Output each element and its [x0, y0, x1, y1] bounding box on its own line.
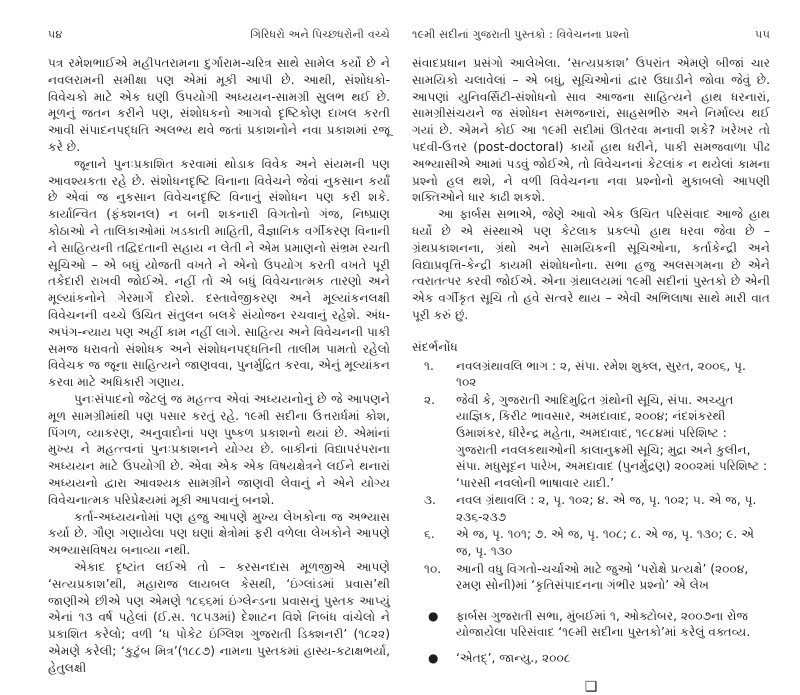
bullet-text: ફાર્બસ ગુજરાતી સભા, મુંબઈમાં ૧, ઓક્ટોબર, ૨૦૦૭ના રોજ યોજાયેલા પરિસંવાદ ‘૧૯મી સદીના પુસ્તકો’માં કરેલું વક્તવ્ય. — [456, 608, 751, 640]
reference-number: ૬. — [424, 527, 435, 542]
bullet-icon: ● — [428, 650, 439, 665]
paragraph: એકાદ દૃષ્ટાંત લઈએ તો – કરસનદાસ મૂળજીએ આપણે ‘સત્યપ્રકાશ’થી, મહારાજ લાયબલ કેસથી, ‘ઇંગ્લાંડમાં પ્રવાસ’થી જાણીએ છીએ પણ એમણે ૧૮૬૬માં ઇંગ્લેન્ડના પ્રવાસનું પુસ્તક આપ્યું એનાં ૧૩ વર્ષ પહેલાં (ઈ.સ. ૧૮૫૩માં) દેશાટન વિશે નિબંધ વાંચેલો ને પ્રકાશિત કરેલો; વળી ‘ધ પોકેટ ઇંગ્લિશ ગુજરાતી ડિક્શનરી’ (૧૮૨૨) એમણે કરેલી; ‘કુટુંબ મિત્ર’(૧૮૮૭) નામના પુસ્તકમાં હાસ્ય-કટાક્ષભર્યા, હેતુલક્ષી — [48, 559, 390, 675]
page-number-right: ૫૫ — [755, 28, 770, 41]
reference-item — [412, 561, 770, 594]
paragraph: પુનઃસંપાદનો જેટલું જ મહત્ત્વ એવાં અધ્યયનોનું છે જે આપણને મૂળ સામગ્રીમાંથી પણ પસાર કરતું રહે. ૧૯મી સદીના ઉત્તરાર્ધમાં કોશ, પિંગળ, વ્યાકરણ, અનુવાદોનાં પણ પુષ્કળ પ્રકાશનો થયાં છે. એમાંનાં મુખ્ય ને મહત્ત્વનાં પુનઃપ્રકાશનને યોગ્ય છે. બાકીનાં વિદ્યાપરંપરાના અધ્યયન માટે ઉપયોગી છે. એવા એક એક વિષયક્ષેત્રને લઈને થનારાં અધ્યયનો દ્વારા આવશ્યક સામગ્રીને જાણવી લેવાનું ને એને યોગ્ય વિવેચનાત્મક પરિપ્રેક્ષ્યમાં મૂકી આપવાનું બનશે. — [48, 391, 390, 507]
reference-text: આની વધુ વિગતો-ચર્ચાઓ માટે જુઓ ‘પરોક્ષે પ્રત્યક્ષે’ (૨૦૦૪, રમણ સોની)માં ‘કૃતિસંપાદનના ગંભીર પ્રશ્નો’ એ લેખ — [456, 561, 749, 593]
reference-text: નવલ ગ્રંથાવલિ : ૨, પૃ. ૧૦૨; ૪. એ જ, પૃ. ૧૦૨; ૫. એ જ, પૃ. ૨૩૬-૨૩૭ — [456, 493, 757, 524]
paragraph: જૂનાને પુનઃપ્રકાશિત કરવામાં થોડાક વિવેક અને સંયમની પણ આવશ્યકતા રહે છે. સંશોધનદૃષ્ટિ વિનાના વિવેચને જેવાં નુકસાન કર્યાં છે એવાં જ નુકસાન વિવેચનદૃષ્ટિ વિનાનું સંશોધન પણ કરી શકે. કાર્યાન્વિત (ફંક્શનલ) ન બની શકનારી વિગતોનો ગંજ, નિષ્પ્રાણ કોઠાઓ ને તાલિકાઓમાં ખડકાતી માહિતી, વૈજ્ઞાનિક વર્ગીકરણ વિનાની ને સાહિત્યની તદ્વિદતાની સહાય ન લેતી ને એમ પ્રમાણનો સંભ્રમ રચતી સૂચિઓ – એ બધું યોજતી વખતે ને એનો ઉપયોગ કરતી વખતે પૂરી તકેદારી રાખવી જોઈએ. નહીં તો એ બધું વિવેચનાત્મક તારણો અને મૂલ્યાંકનોને ગેરમાર્ગે દોરશે. દસ્તાવેજીકરણ અને મૂલ્યાંકનલક્ષી વિવેચનની વચ્ચે ઉચિત સંતુલન બલકે સંયોજન રચવાનું રહેશે. અંધ-અપંગ-ન્યાય પણ અહીં કામ નહીં લાગે. સાહિત્ય અને વિવેચનની પાકી સમજ ધરાવતો સંશોધક અને સંશોધનપદ્ધતિની તાલીમ પામતો રહેલો વિવેચક જ જૂના સાહિત્યને જાણવવા, પુનર્મુદ્રિત કરવા, એનું મૂલ્યાંકન કરવા માટે અધિકારી ગણાય. — [48, 156, 390, 390]
page-left — [0, 0, 400, 675]
paragraph: કર્તા-અધ્યયનોમાં પણ હજુ આપણે મુખ્ય લેખકોના જ અભ્યાસ કર્યા છે. ગૌણ ગણાયેલા પણ ઘણાં ક્ષેત્રોમાં ફરી વળેલા લેખકોને આપણે અભ્યાસવિષય બનાવ્યા નથી. — [48, 509, 390, 558]
running-title-left: ગિરિધરો અને પિચ્છધરોની વચ્ચે — [250, 28, 390, 41]
end-of-article-marker-wrap — [412, 676, 770, 695]
paragraph: આ ફાર્બસ સભાએ, જેણે આવો એક ઉચિત પરિસંવાદ આજે હાથ ધર્યો છે એ સંસ્થાએ પણ કેટલાક પ્રકલ્પો હાથ ધરવા જેવા છે – ગ્રંથપ્રકાશનના, ગ્રંથો અને સામયિકની સૂચિઓના, કર્તાકેન્દ્રી અને વિદ્યાપ્રવૃત્તિ-કેન્દ્રી કાયમી સંશોધનોના. સભા હજુ અલસગમના છે એને ત્વરાતત્પર કરવી જોઈએ. એના ગ્રંથાલયમાં ૧૯મી સદીનાં પુસ્તકો છે એની એક વર્ગીકૃત સૂચિ તો હવે સત્વરે થાય – એવી અભિલાષા સાથે મારી વાત પૂરી કરું છું. — [412, 207, 770, 322]
left-page-body — [48, 55, 390, 676]
references-heading: સંદર્ભનોંધ — [412, 339, 458, 354]
bullet-icon: ● — [428, 608, 439, 623]
reference-number: ૨. — [424, 392, 436, 407]
reference-text: જેવી કે, ગુજરાતી આદિમુદ્રિત ગ્રંથોની સૂચિ, સંપા. અચ્યુત યાજ્ઞિક, કિરીટ ભાવસાર, અમદાવાદ, ૨૦૦૪; નંદશંકરથી ઉમાશંકર, ધીરેન્દ્ર મહેતા, અમદાવાદ, ૧૯૮૪માં પરિશિષ્ટ : ગુજરાતી નવલકથાઓની કાલાનુક્રમી સૂચિ; મુદ્રા અને કુલીન, સંપા. મધુસૂદન પારેખ, અમદાવાદ (પુનર્મુદ્રણ) ૨૦૦૨માં પરિશિષ્ટ : ‘પારસી નવલોની ભાષાવાર યાદી.’ — [456, 392, 768, 490]
paragraph: પત્ર રમેશભાઈએ મહીપતરામના દુર્ગારામ-ચરિત્ર સાથે સામેલ કર્યો છે ને નવલરામની સમીક્ષા પણ એમાં મૂકી આપી છે. આથી, સંશોધકો-વિવેચકો માટે એક ઘણી ઉપયોગી અધ્યયન-સામગ્રી સુલભ થઈ છે. મૂળનું જતન કરીને પણ, સંશોધકનો આગવો દૃષ્ટિકોણ દાખલ કરતી આવી સંપાદનપદ્ધતિ અલભ્ય થવે જતાં પ્રકાશનોને નવા પ્રકાશમાં રજૂ કરે છે. — [48, 56, 390, 154]
reference-text: નવલગ્રંથાવલિ ભાગ : ૨, સંપા. રમેશ શુક્લ, સુરત, ૨૦૦૬, પૃ. ૧૦૨ — [456, 358, 746, 390]
reference-item — [412, 492, 770, 525]
end-of-article-square-icon: ❑ — [584, 679, 598, 695]
reference-number: ૧. — [424, 358, 434, 373]
bullet-item — [412, 650, 770, 666]
bullet-item — [412, 608, 770, 641]
bullet-text: ‘એતદ્’, જાન્યુ., ૨૦૦૮ — [456, 650, 571, 665]
running-title-right: ૧૯મી સદીનાં ગુજરાતી પુસ્તકો : વિવેચનના પ્રશ્નો — [412, 28, 630, 41]
reference-item — [412, 526, 770, 559]
references-list — [412, 358, 770, 594]
reference-item — [412, 358, 770, 391]
reference-number: ૧૦. — [424, 561, 442, 576]
running-head-right — [412, 28, 770, 42]
page-right — [400, 0, 800, 695]
running-head-left — [48, 28, 390, 42]
reference-text: એ જ, પૃ. ૧૦૧; ૭. એ જ, પૃ. ૧૦૮; ૮. એ જ, પૃ. ૧૩૦; ૯. એ જ, પૃ. ૧૩૦ — [456, 527, 755, 559]
reference-number: ૩. — [424, 493, 436, 508]
reference-item — [412, 392, 770, 492]
paragraph: સંવાદપ્રધાન પ્રસંગો આલેખેલા. ‘સત્યપ્રકાશ’ ઉપરાંત એમણે બીજાં ચાર સામયિકો ચલાવેલાં – એ બધું, સૂચિઓનાં દ્વાર ઉઘાડીને જોવા જેવું છે. આપણાં યુનિવર્સિટી-સંશોધનો સાવ આજના સાહિત્યને હાથ ધરનારાં, સામગ્રીસંચયને જ સંશોધન સમજનારાં, સાહસભીરુ અને નિર્માલ્ય થઈ ગયાં છે. એમને કોઈ આ ૧૯મી સદીમાં ઊતરવા મનાવી શકે? ખરેખર તો પદવી-ઉત્તર (post-doctoral) કાર્યો હાથ ધરીને, પાકી સમજવાળા પીઢ અભ્યાસીએ આમાં પડવું જોઈએ, તો વિવેચનનાં કેટલાંક ન થયેલાં કામના પ્રશ્નો હલ થશે, ને વળી વિવેચનના નવા પ્રશ્નોનો મુકાબલો આપણી શક્તિઓને ધાર કાઢી શકશે. — [412, 56, 770, 205]
right-page-body — [412, 55, 770, 695]
footnote-bullet-list — [412, 608, 770, 666]
page-number-left: ૫૪ — [48, 28, 63, 41]
